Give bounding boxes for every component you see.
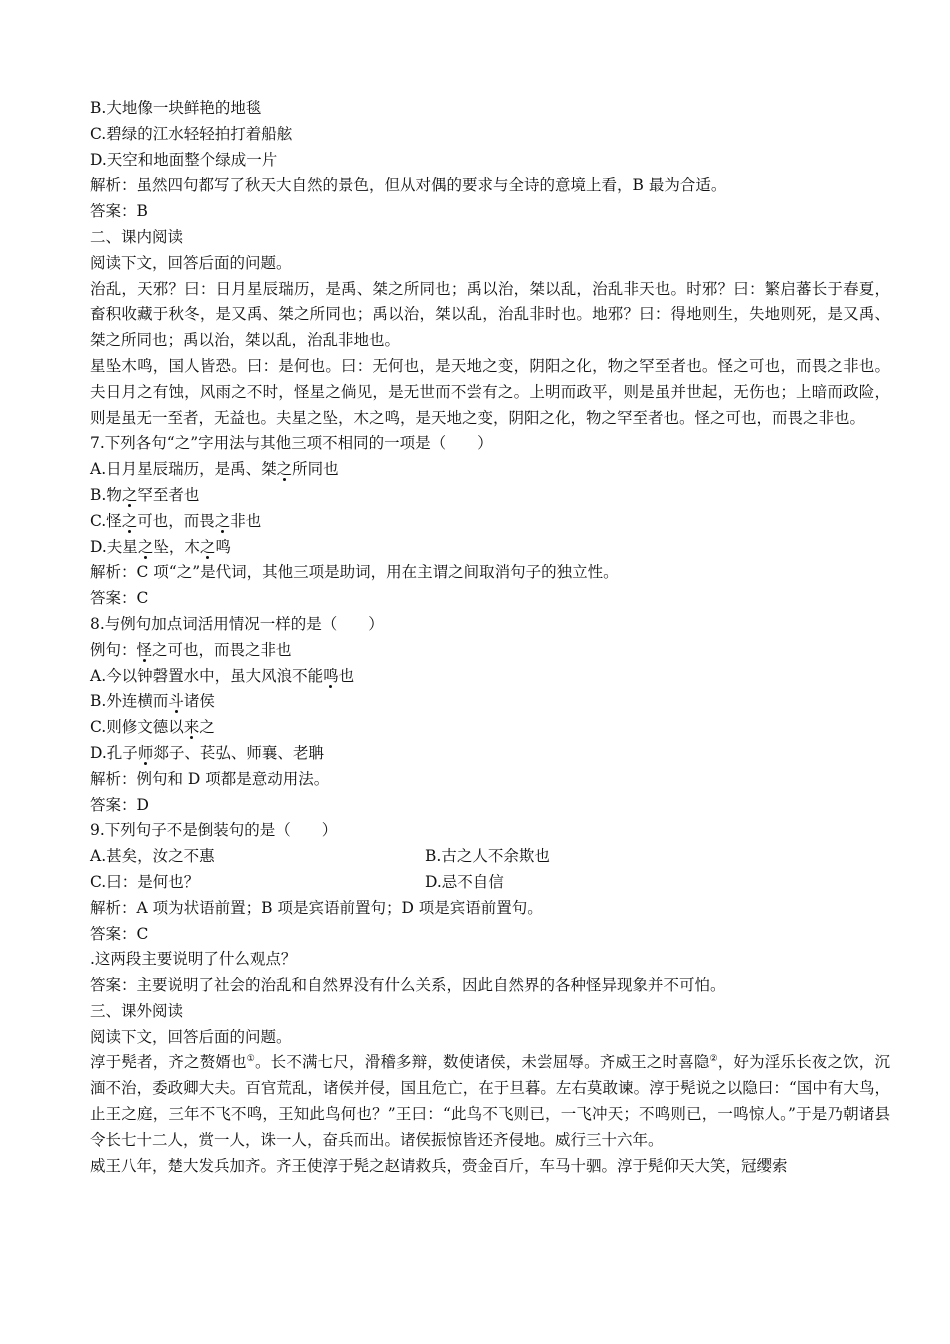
q6-analysis: 解析：虽然四句都写了秋天大自然的景色，但从对偶的要求与全诗的意境上看，B 最为合适。 [90,176,727,195]
q8-analysis: 解析：例句和 D 项都是意动用法。 [90,769,330,788]
dotted-char: 之 [137,537,154,556]
q8-stem: 8.与例句加点词活用情况一样的是（ ） [90,614,384,633]
q7-analysis: 解析：C 项“之”是代词，其他三项是助词，用在主谓之间取消句子的独立性。 [90,563,619,582]
q9-answer: 答案：C [90,924,149,943]
dotted-char: 之 [199,537,216,556]
text: 例句： [90,640,137,659]
text: A.日月星辰瑞历，是禹、桀 [90,460,277,479]
passage-paragraph-1: 治乱，天邪？曰：日月星辰瑞历，是禹、桀之所同也；禹以治，桀以乱，治乱非天也。时邪？曰：繁启蕃长于春夏，畜积收藏于秋冬，是又禹、桀之所同也；禹以治，桀以乱，治乱非时也。地邪？曰：得地则生，失地则死，是又禹、桀之所同也；禹以治，桀以乱，治乱非地也。 [90,279,890,350]
text: 之可也，而畏之非也 [152,640,292,659]
text: 诸侯 [183,692,215,711]
q8-option-d [90,741,890,767]
q8-option-a [90,664,890,690]
section3-heading: 三、课外阅读 [90,1001,184,1020]
dotted-char: 鸣 [323,666,339,685]
dotted-char: 之 [121,511,138,530]
dotted-char: 师 [137,743,154,762]
q8-option-c [90,715,890,741]
q9-option-d: D.忌不自信 [425,872,504,891]
text: 可也，而畏 [137,511,215,530]
text: 罕至者也 [137,485,200,504]
q9-option-b: B.古之人不余欺也 [425,847,550,866]
text: B.外连横而 [90,692,169,711]
dotted-char: 怪 [136,640,153,659]
q6-option-c: C.碧绿的江水轻轻拍打着船舷 [90,124,293,143]
text: A.今以钟磬置水中，虽大风浪不能 [90,666,324,685]
q7-stem: 7.下列各句“之”字用法与其他三项不相同的一项是（ ） [90,434,493,453]
text: 所同也 [292,460,339,479]
text: 也 [338,666,355,685]
text: D.夫星 [90,537,138,556]
passage-paragraph-2: 星坠木鸣，国人皆恐。曰：是何也。曰：无何也，是天地之变，阴阳之化，物之罕至者也。怪之可也，而畏之非也。夫日月之有蚀，风雨之不时，怪星之倘见，是无世而不尝有之。上明而政平，则是虽并世起，无伤也；上暗而政险，则是虽无一至者，无益也。夫星之坠，木之鸣，是天地之变，阴阳之化，物之罕至者也。怪之可也，而畏之非也。 [90,356,890,427]
q9-stem: 9.下列句子不是倒装句的是（ ） [90,821,338,840]
q9-analysis: 解析：A 项为状语前置；B 项是宾语前置句；D 项是宾语前置句。 [90,898,543,917]
extra-passage-paragraph-1 [90,1050,890,1153]
q7-answer: 答案：C [90,589,149,608]
q6-option-d: D.天空和地面整个绿成一片 [90,150,278,169]
text: B.物 [90,485,122,504]
section3-instruction: 阅读下文，回答后面的问题。 [90,1027,292,1046]
text: ，好为淫乐长夜之饮，沉湎不治，委政卿大夫。百官荒乱，诸侯并侵，国且危亡，在于旦暮。左右莫敢谏。淳于髡说之以隐曰：“国中有大鸟，止王之庭，三年不飞不鸣，王知此鸟何也？”王曰：“此鸟不飞则已，一飞冲天；不鸣则已，一鸣惊人。”于是乃朝诸县令长七十二人，赏一人，诛一人，奋兵而出。诸侯振惊皆还齐侵地。威行三十六年。 [90,1053,890,1149]
footnote-mark-2: ② [709,1054,718,1065]
q8-option-b [90,689,890,715]
extra-passage-paragraph-2: 威王八年，楚大发兵加齐。齐王使淳于髡之赵请救兵，赍金百斤，车马十驷。淳于髡仰天大笑，冠缨索 [90,1156,788,1175]
dotted-char: 之 [214,511,231,530]
text: 郯子、苌弘、师襄、老聃 [153,743,324,762]
document-page [90,96,890,1179]
q8-example [90,638,890,664]
section2-heading: 二、课内阅读 [90,227,184,246]
q9-options-row-2 [90,870,890,896]
text: C.怪 [90,511,122,530]
q10-stem: .这两段主要说明了什么观点？ [90,950,297,969]
text: D.孔子 [90,743,138,762]
text: C.则修文德以 [90,718,184,737]
q9-option-a: A.甚矣，汝之不惠 [90,847,215,866]
text: 之 [199,718,215,737]
q7-option-a [90,457,890,483]
q6-option-b: B.大地像一块鲜艳的地毯 [90,99,262,117]
q9-options-row-1 [90,844,890,870]
text: 淳于髡者，齐之赘婿也 [90,1053,247,1072]
q10-answer: 答案：主要说明了社会的治乱和自然界没有什么关系，因此自然界的各种怪异现象并不可怕。 [90,976,726,995]
dotted-char: 来 [183,718,200,737]
q6-answer: 答案：B [90,202,148,221]
text: 。长不满七尺，滑稽多辩，数使诸侯，未尝屈辱。齐威王之时喜隐 [254,1053,710,1072]
footnote-mark-1: ① [246,1054,255,1065]
dotted-char: 之 [121,485,138,504]
dotted-char: 之 [276,460,293,479]
dotted-char: 斗 [168,692,184,711]
q9-option-c: C.曰：是何也？ [90,872,200,891]
q7-option-b [90,483,890,509]
q7-option-d [90,535,890,561]
text: 非也 [230,511,262,530]
q7-option-c [90,509,890,535]
text: 坠，木 [153,537,200,556]
section2-instruction: 阅读下文，回答后面的问题。 [90,253,292,272]
text: 鸣 [215,537,231,556]
q8-answer: 答案：D [90,795,149,814]
